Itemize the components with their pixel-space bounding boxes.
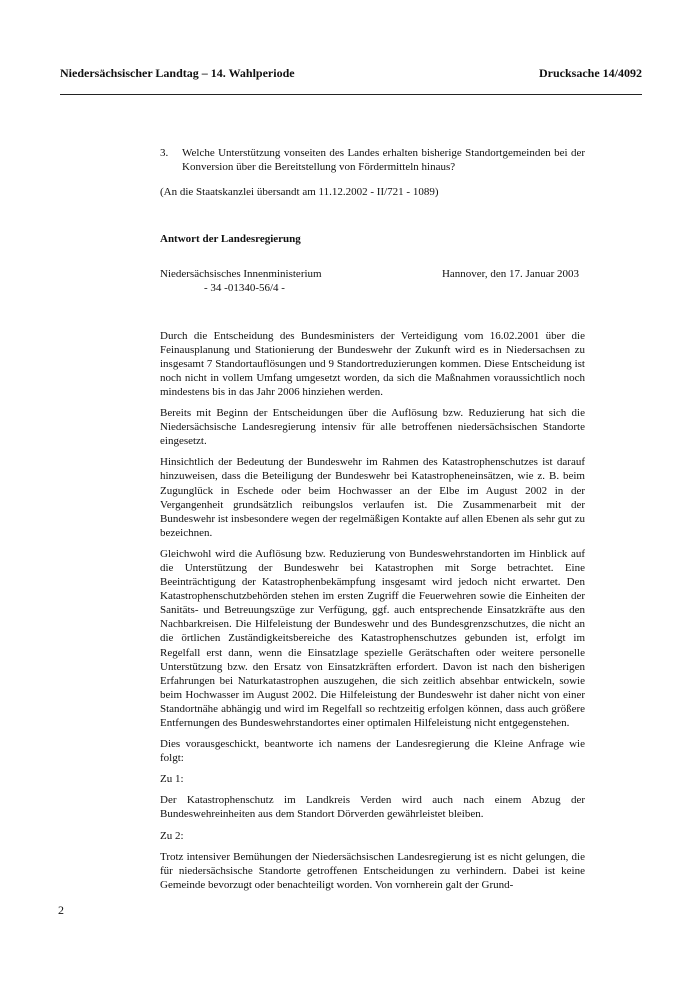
answer-label-1: Zu 1:	[160, 773, 184, 786]
answer-label-2: Zu 2:	[160, 829, 184, 842]
answer-heading: Antwort der Landesregierung	[160, 233, 301, 246]
ministry-reference: - 34 -01340-56/4 -	[204, 282, 285, 295]
place-date: Hannover, den 17. Januar 2003	[441, 268, 579, 281]
ministry-name: Niedersächsisches Innenministerium	[160, 268, 322, 281]
header-rule	[60, 94, 642, 95]
paragraph: Der Katastrophenschutz im Landkreis Verden wird auch nach einem Abzug der Bundeswehreinheiten aus dem Standort Dörverden gewährleistet bleiben.	[160, 794, 585, 821]
document-body	[160, 146, 585, 892]
header-title: Niedersächsischer Landtag – 14. Wahlperiode	[60, 66, 295, 80]
paragraph: Dies vorausgeschickt, beantworte ich namens der Landesregierung die Kleine Anfrage wie folgt:	[160, 738, 585, 765]
forwarded-note: (An die Staatskanzlei übersandt am 11.12.2002 - II/721 - 1089)	[160, 186, 439, 199]
paragraph: Hinsichtlich der Bedeutung der Bundeswehr im Rahmen des Katastrophenschutzes ist darauf hinzuweisen, dass die Beteiligung der Bundeswehr bei Katastropheneinsätzen, wie z. B. beim Zugunglück in Eschede oder beim Hochwasser an der Elbe im August 2002 in der Vergangenheit grundsätzlich reibungslos verlaufen ist. Die Zusammenarbeit mit der Bundeswehr ist insbesondere wegen der regelmäßigen Kontakte auf allen Ebenen als sehr gut zu bezeichnen.	[160, 456, 585, 539]
question-text: Welche Unterstützung vonseiten des Landes erhalten bisherige Standortgemeinden bei der Konversion über die Bereitstellung von Fördermitteln hinaus?	[182, 147, 585, 174]
paragraph: Trotz intensiver Bemühungen der Niedersächsischen Landesregierung ist es nicht gelungen, die für niedersächsische Standorte getroffenen Entscheidungen zu verhindern. Dabei ist keine Gemeinde bevorzugt oder benachteiligt worden. Von vornherein galt der Grund-	[160, 850, 585, 891]
ministry-block	[160, 267, 585, 295]
page-number: 2	[58, 903, 64, 917]
document-number: Drucksache 14/4092	[539, 66, 642, 80]
paragraph: Gleichwohl wird die Auflösung bzw. Reduzierung von Bundeswehrstandorten im Hinblick auf die Unterstützung der Bundeswehr bei Katastrophen mit Sorge betrachtet. Eine Beeinträchtigung der Katastrophenbekämpfung insgesamt wird jedoch nicht erwartet. Den Katastrophenschutzbehörden stehen im ersten Zugriff die Feuerwehren sowie die Einheiten der Sanitäts- und Betreuungszüge zur Verfügung, ggf. auch entsprechende Einsatzkräfte aus den Nachbarkreisen. Die Hilfeleistung der Bundeswehr und des Bundesgrenzschutzes, die nicht an die örtlichen Zuständigkeitsbereiche des Katastrophenschutzes gebunden ist, erfolgt im Regelfall erst dann, wenn die Einsatzlage spezielle Gerätschaften oder weitere personelle Unterstützung bzw. den Ersatz von Einsatzkräften erfordert. Davon ist nach den bisherigen Erfahrungen bei Naturkatastrophen auszugehen, die sich zeitlich absehbar entwickeln, sowie beim Hochwasser im August 2002. Die Hilfeleistung der Bundeswehr ist daher nicht von einer Standortnähe abhängig und wird im Regelfall so rechtzeitig erfolgen können, dass auch größere Entfernungen des Bundeswehrstandortes einer optimalen Hilfeleistung nicht entgegenstehen.	[160, 547, 585, 729]
paragraph: Bereits mit Beginn der Entscheidungen über die Auflösung bzw. Reduzierung hat sich die Niedersächsische Landesregierung intensiv für alle betroffenen niedersächsischen Standorte eingesetzt.	[160, 407, 585, 448]
paragraph: Durch die Entscheidung des Bundesministers der Verteidigung vom 16.02.2001 über die Feinausplanung und Stationierung der Bundeswehr der Zukunft wird es in Niedersachsen zu insgesamt 7 Standortauflösungen und 9 Standortreduzierungen kommen. Diese Entscheidung ist noch nicht in vollem Umfang umgesetzt worden, da sich die Maßnahmen voraussichtlich noch mindestens bis in das Jahr 2006 hinziehen werden.	[160, 329, 585, 398]
page-header	[60, 66, 642, 81]
question-3	[160, 146, 585, 174]
question-number: 3.	[160, 147, 169, 159]
